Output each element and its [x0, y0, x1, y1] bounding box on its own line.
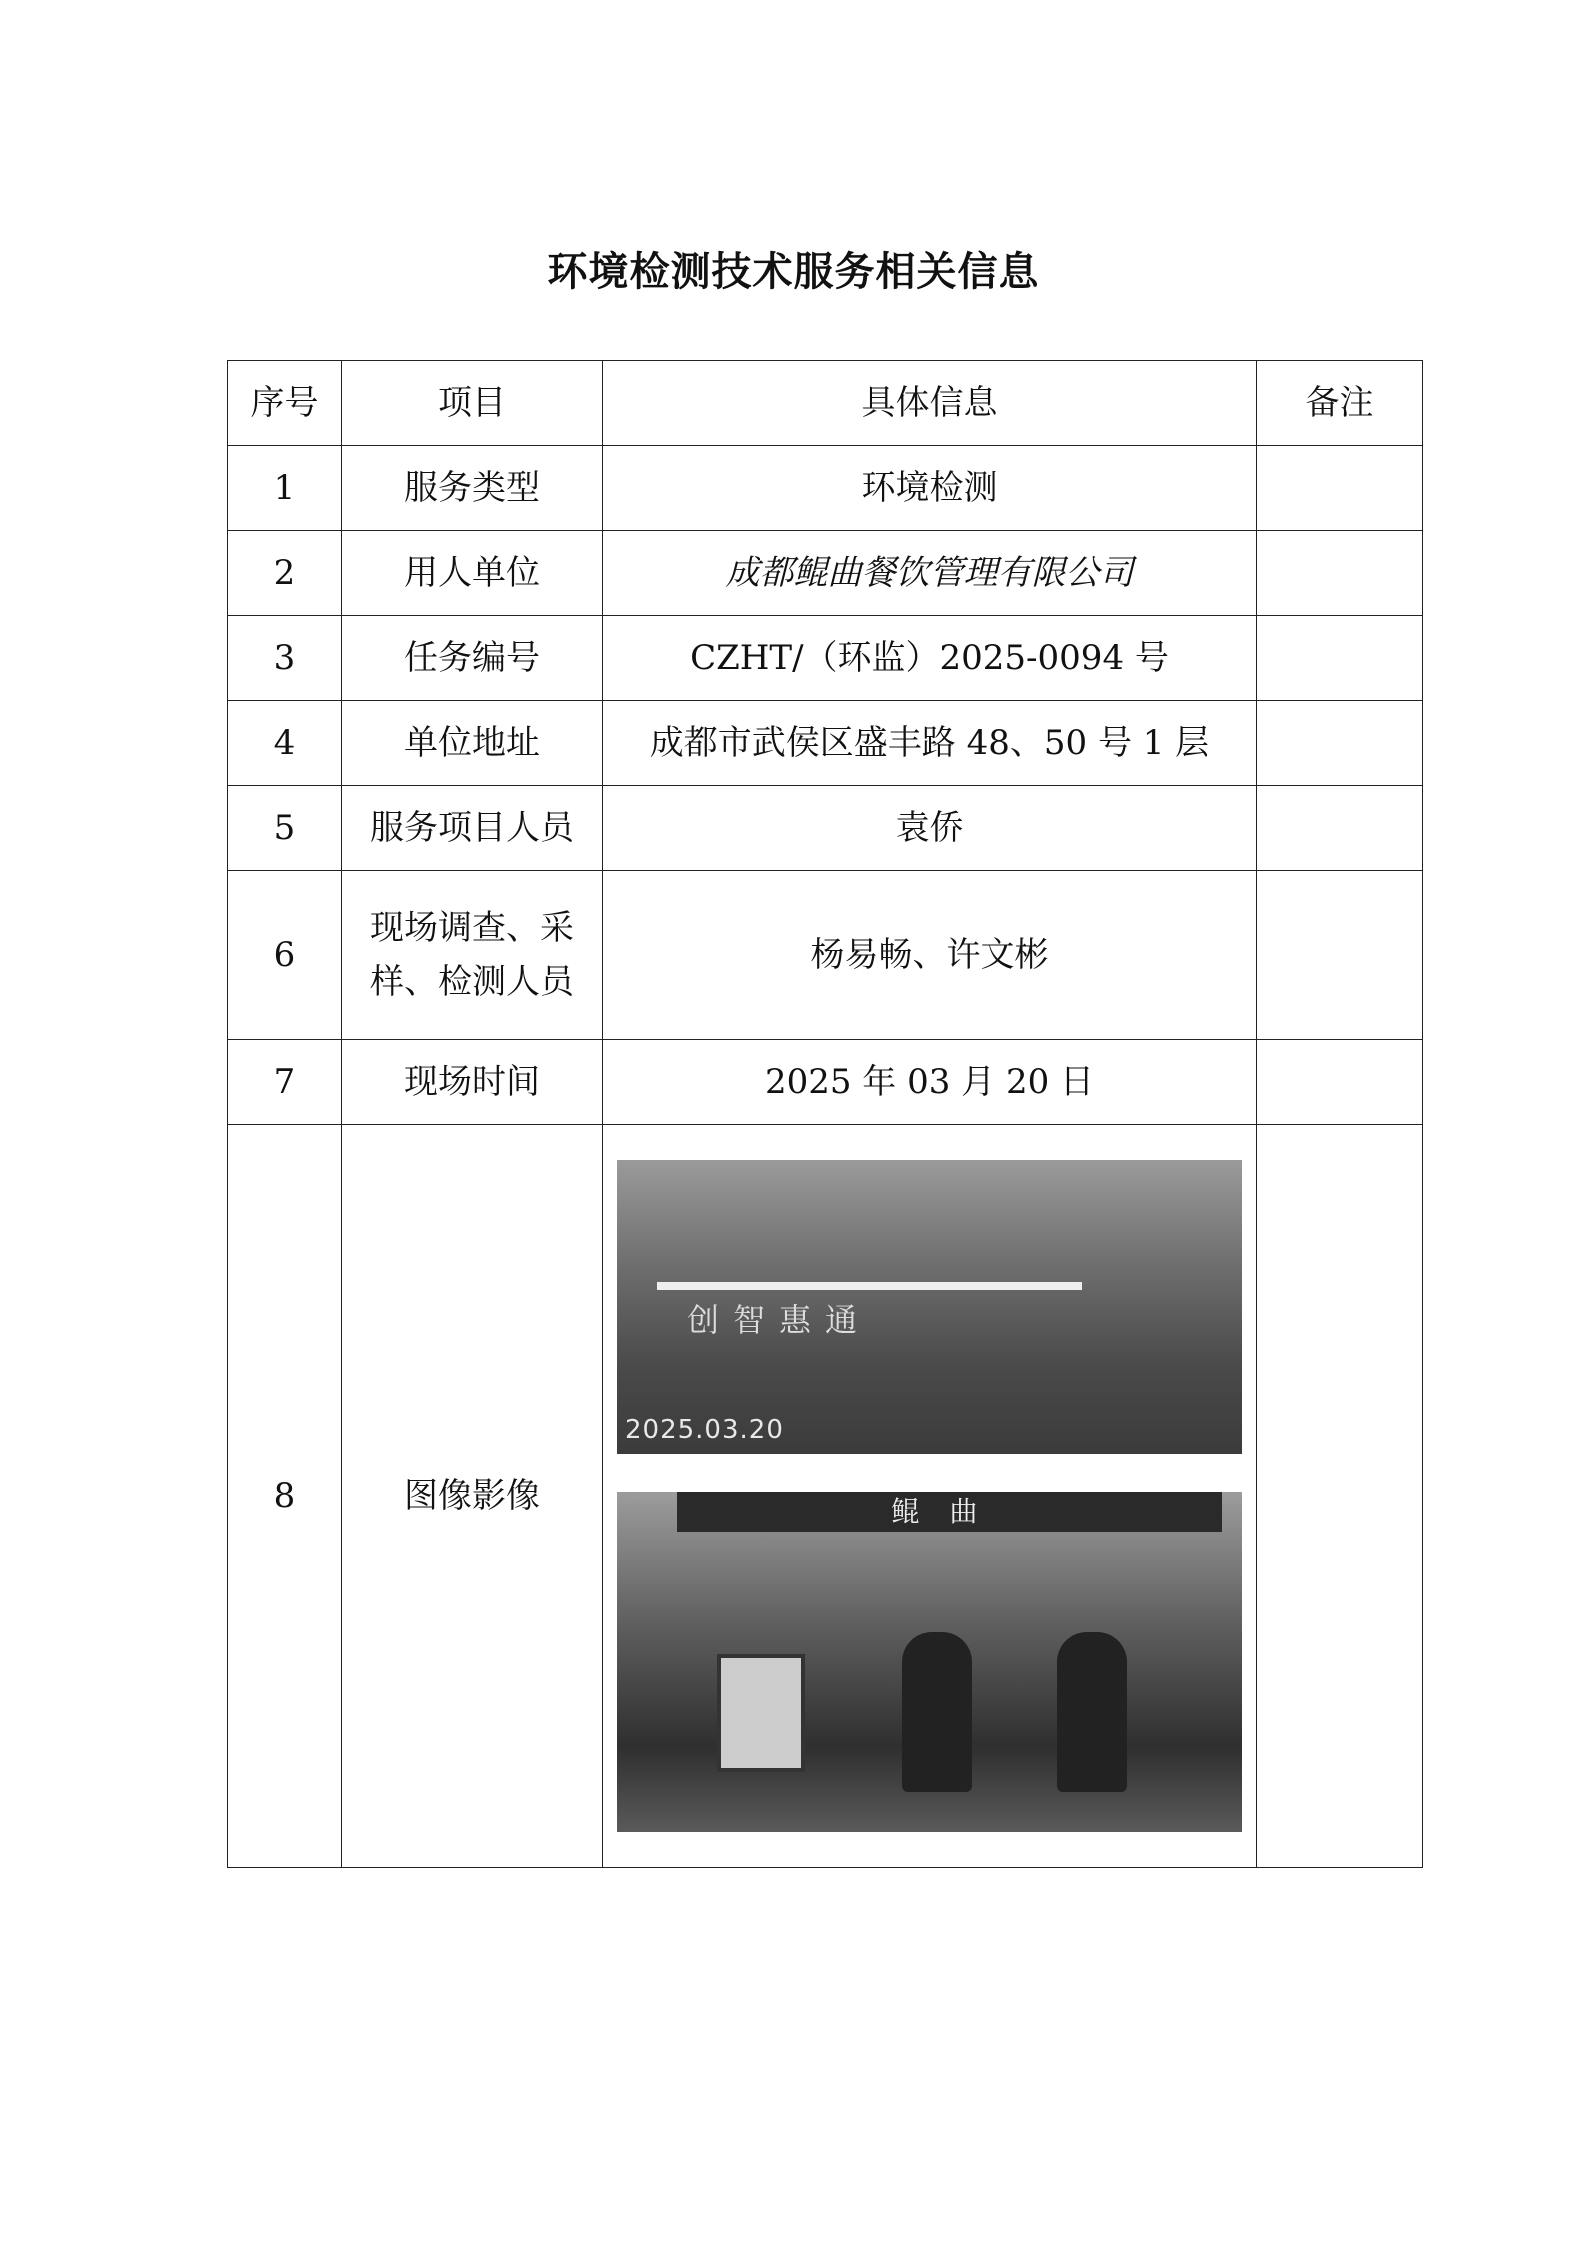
table-row [228, 446, 1423, 531]
row-item: 任务编号 [342, 616, 603, 701]
row-item: 图像影像 [342, 1125, 603, 1868]
row-info: 2025 年 03 月 20 日 [603, 1040, 1257, 1125]
header-no: 序号 [228, 361, 342, 446]
vest-text: 创智惠通 [687, 1301, 872, 1339]
row-no: 1 [228, 446, 342, 531]
sign-board [717, 1654, 805, 1772]
row-info: CZHT/（环监）2025-0094 号 [603, 616, 1257, 701]
row-info: 袁侨 [603, 786, 1257, 871]
table-row [228, 531, 1423, 616]
info-table [227, 360, 1423, 1868]
header-item: 项目 [342, 361, 603, 446]
row-no: 8 [228, 1125, 342, 1868]
table-row [228, 1125, 1423, 1868]
row-note [1257, 701, 1423, 786]
row-no: 5 [228, 786, 342, 871]
row-item: 用人单位 [342, 531, 603, 616]
row-info: 杨易畅、许文彬 [603, 871, 1257, 1040]
row-no: 6 [228, 871, 342, 1040]
row-info: 环境检测 [603, 446, 1257, 531]
table-header-row [228, 361, 1423, 446]
site-photo-team [617, 1492, 1242, 1832]
header-info: 具体信息 [603, 361, 1257, 446]
worker-figure [1057, 1632, 1127, 1792]
header-note: 备注 [1257, 361, 1423, 446]
row-no: 3 [228, 616, 342, 701]
row-note [1257, 871, 1423, 1040]
vest-reflective-stripe [657, 1282, 1082, 1290]
row-no: 2 [228, 531, 342, 616]
worker-figure [902, 1632, 972, 1792]
site-photo-worker [617, 1160, 1242, 1454]
row-item: 现场调查、采样、检测人员 [342, 871, 603, 1040]
row-note [1257, 1040, 1423, 1125]
table-row [228, 786, 1423, 871]
row-info: 成都鲲曲餐饮管理有限公司 [603, 531, 1257, 616]
table-row [228, 616, 1423, 701]
row-item: 现场时间 [342, 1040, 603, 1125]
row-item: 单位地址 [342, 701, 603, 786]
row-no: 4 [228, 701, 342, 786]
row-item: 服务项目人员 [342, 786, 603, 871]
shop-banner: 鲲曲 [677, 1492, 1222, 1532]
photo-date-stamp: 2025.03.20 [625, 1415, 784, 1446]
row-no: 7 [228, 1040, 342, 1125]
row-note [1257, 786, 1423, 871]
row-note [1257, 616, 1423, 701]
row-item: 服务类型 [342, 446, 603, 531]
row-note [1257, 531, 1423, 616]
page-title: 环境检测技术服务相关信息 [547, 248, 1040, 295]
row-note [1257, 1125, 1423, 1868]
row-info-photos [603, 1125, 1257, 1868]
row-note [1257, 446, 1423, 531]
table-row [228, 871, 1423, 1040]
row-info: 成都市武侯区盛丰路 48、50 号 1 层 [603, 701, 1257, 786]
table-row [228, 701, 1423, 786]
table-row [228, 1040, 1423, 1125]
